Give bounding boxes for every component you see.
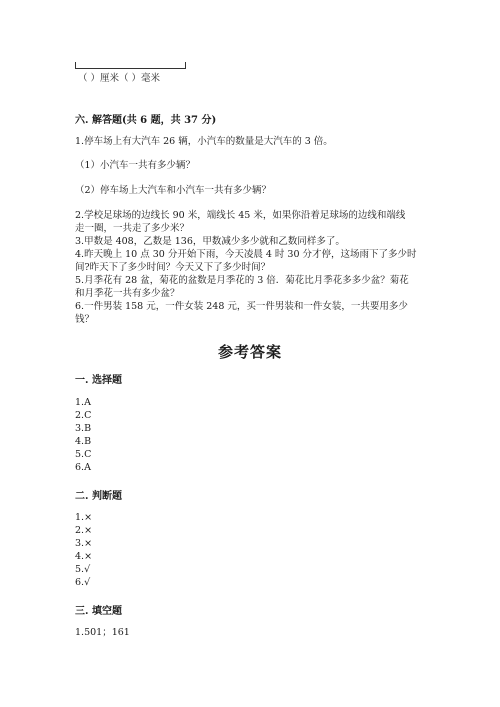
- question-1-sub-1: （1）小汽车一共有多少辆？: [75, 160, 196, 171]
- question-1-stem: 1.停车场上有大汽车 26 辆，小汽车的数量是大汽车的 3 倍。: [75, 136, 333, 147]
- choice-answer-1: 1.A: [75, 397, 91, 408]
- judge-answer-5: 5.√: [75, 564, 91, 575]
- judge-heading: 二. 判断题: [75, 491, 122, 502]
- question-2-line-1: 2.学校足球场的边线长 90 米，端线长 45 米，如果你沿着足球场的边线和端线: [75, 210, 406, 221]
- question-4-line-1: 4.昨天晚上 10 点 30 分开始下雨，今天凌晨 4 时 30 分才停，这场雨下了多少时: [75, 249, 417, 260]
- judge-answer-6: 6.√: [75, 577, 91, 588]
- fill-heading: 三. 填空题: [75, 606, 122, 617]
- choice-heading: 一. 选择题: [75, 375, 122, 386]
- answers-title: 参考答案: [217, 343, 282, 361]
- question-5-line-2: 和月季花一共有多少盆？: [75, 288, 180, 299]
- choice-answer-2: 2.C: [75, 410, 92, 421]
- judge-answer-4: 4.×: [75, 551, 93, 562]
- judge-answer-2: 2.×: [75, 525, 93, 536]
- question-6-line-1: 6.一件男装 158 元，一件女装 248 元，买一件男装和一件女装，一共要用多少: [75, 301, 408, 312]
- question-6-line-2: 钱？: [75, 314, 95, 325]
- question-1-sub-2: （2）停车场上大汽车和小汽车一共有多少辆？: [75, 185, 272, 196]
- choice-answer-4: 4.B: [75, 436, 92, 447]
- question-3: 3.甲数是 408，乙数是 136，甲数减少多少就和乙数同样多了。: [75, 236, 345, 247]
- question-5-line-1: 5.月季花有 28 盆，菊花的盆数是月季花的 3 倍．菊花比月季花多多少盆？菊花: [75, 275, 409, 286]
- question-2-line-2: 走一圈，一共走了多少米？: [75, 223, 190, 234]
- choice-answer-6: 6.A: [75, 462, 91, 473]
- ruler-segment: [75, 62, 186, 69]
- choice-answer-5: 5.C: [75, 449, 92, 460]
- ruler-caption: （ ）厘米（ ）毫米: [78, 73, 161, 84]
- judge-answer-1: 1.×: [75, 512, 93, 523]
- question-4-line-2: 间?昨天下了多少时间？今天又下了多少时间？: [75, 262, 271, 273]
- section-6-heading: 六. 解答题(共 6 题，共 37 分): [75, 115, 217, 126]
- fill-answer-1: 1.501；161: [75, 627, 130, 638]
- choice-answer-3: 3.B: [75, 423, 92, 434]
- judge-answer-3: 3.×: [75, 538, 93, 549]
